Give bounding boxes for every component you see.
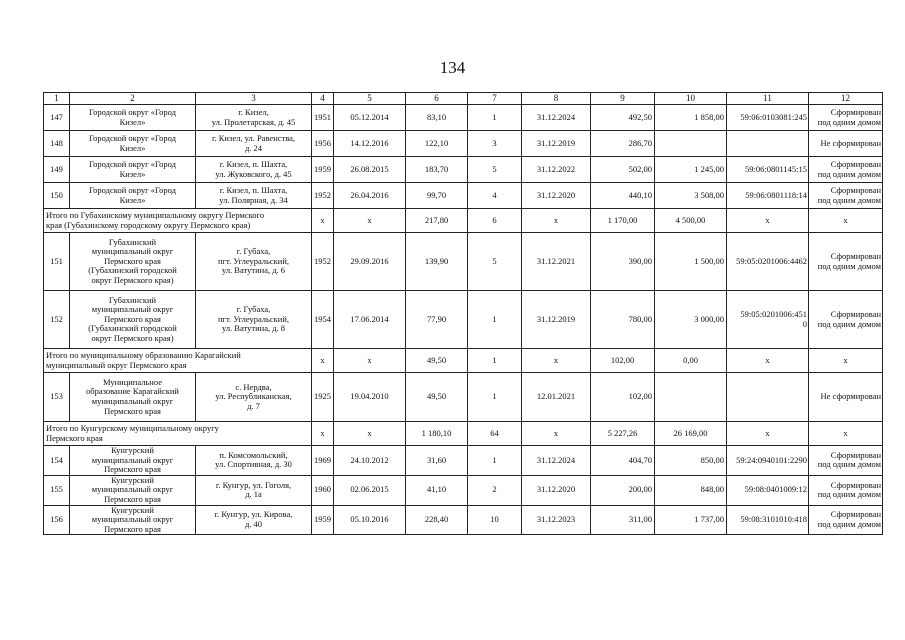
col9-cell: 404,70 xyxy=(591,446,655,476)
area-cell: 77,90 xyxy=(406,291,468,349)
date-cell: 02.06.2015 xyxy=(334,475,406,505)
municipality-cell: Городской округ «Город Кизел» xyxy=(70,157,196,183)
status-cell: Сформирован под одним домом xyxy=(809,105,883,131)
deadline-cell: 31.12.2024 xyxy=(522,105,591,131)
date-cell: 05.12.2014 xyxy=(334,105,406,131)
total-cell: х xyxy=(312,209,334,233)
table-row xyxy=(44,373,883,422)
col9-cell: 200,00 xyxy=(591,475,655,505)
status-cell: Не сформирован xyxy=(809,373,883,422)
total-cell: х xyxy=(522,422,591,446)
col9-cell: 390,00 xyxy=(591,233,655,291)
count-cell: 5 xyxy=(468,157,522,183)
total-cell: х xyxy=(334,349,406,373)
date-cell: 26.08.2015 xyxy=(334,157,406,183)
table-row xyxy=(44,183,883,209)
status-cell: Сформирован под одним домом xyxy=(809,183,883,209)
year-cell: 1925 xyxy=(312,373,334,422)
table-row xyxy=(44,446,883,476)
address-cell: г. Кизел, ул. Равенства, д. 24 xyxy=(196,131,312,157)
deadline-cell: 31.12.2019 xyxy=(522,131,591,157)
col10-cell: 3 000,00 xyxy=(655,291,727,349)
year-cell: 1952 xyxy=(312,233,334,291)
cadastral-cell: 59:05:0201006:451 0 xyxy=(727,291,809,349)
cadastral-cell: 59:06:0801145:15 xyxy=(727,157,809,183)
date-cell: 05.10.2016 xyxy=(334,505,406,535)
column-header: 8 xyxy=(522,93,591,105)
total-label: Итого по Кунгурскому муниципальному округу Пермского края xyxy=(44,422,312,446)
column-header: 6 xyxy=(406,93,468,105)
column-header: 3 xyxy=(196,93,312,105)
year-cell: 1956 xyxy=(312,131,334,157)
address-cell: г. Кизел, п. Шахта, ул. Полярная, д. 34 xyxy=(196,183,312,209)
total-row xyxy=(44,349,883,373)
deadline-cell: 12.01.2021 xyxy=(522,373,591,422)
cadastral-cell: 59:06:0801118:14 xyxy=(727,183,809,209)
total-cell: х xyxy=(809,209,883,233)
column-header: 2 xyxy=(70,93,196,105)
total-label: Итого по Губахинскому муниципальному округу Пермского края (Губахинскому городскому округу Пермского края) xyxy=(44,209,312,233)
column-header: 5 xyxy=(334,93,406,105)
col10-cell: 1 737,00 xyxy=(655,505,727,535)
col9-cell: 102,00 xyxy=(591,373,655,422)
count-cell: 1 xyxy=(468,105,522,131)
total-row xyxy=(44,209,883,233)
table-row xyxy=(44,157,883,183)
column-header: 11 xyxy=(727,93,809,105)
count-cell: 4 xyxy=(468,183,522,209)
date-cell: 14.12.2016 xyxy=(334,131,406,157)
total-count: 64 xyxy=(468,422,522,446)
column-header: 1 xyxy=(44,93,70,105)
municipality-cell: Городской округ «Город Кизел» xyxy=(70,105,196,131)
col9-cell: 311,00 xyxy=(591,505,655,535)
status-cell: Сформирован под одним домом xyxy=(809,233,883,291)
date-cell: 29.09.2016 xyxy=(334,233,406,291)
row-number: 150 xyxy=(44,183,70,209)
area-cell: 41,10 xyxy=(406,475,468,505)
total-count: 6 xyxy=(468,209,522,233)
count-cell: 10 xyxy=(468,505,522,535)
col10-cell xyxy=(655,131,727,157)
total-col10: 0,00 xyxy=(655,349,727,373)
count-cell: 2 xyxy=(468,475,522,505)
status-cell: Сформирован под одним домом xyxy=(809,446,883,476)
municipality-cell: Городской округ «Город Кизел» xyxy=(70,131,196,157)
col10-cell xyxy=(655,373,727,422)
total-cell: х xyxy=(312,349,334,373)
total-area: 49,50 xyxy=(406,349,468,373)
date-cell: 17.06.2014 xyxy=(334,291,406,349)
cadastral-cell xyxy=(727,131,809,157)
table-row xyxy=(44,233,883,291)
cadastral-cell: 59:24:0940101:2290 xyxy=(727,446,809,476)
status-cell: Сформирован под одним домом xyxy=(809,475,883,505)
address-cell: п. Комсомольский, ул. Спортивная, д. 30 xyxy=(196,446,312,476)
count-cell: 1 xyxy=(468,291,522,349)
total-cell: х xyxy=(727,209,809,233)
municipality-cell: Губахинский муниципальный округ Пермского края (Губахинский городской округ Пермского края) xyxy=(70,291,196,349)
year-cell: 1969 xyxy=(312,446,334,476)
total-cell: х xyxy=(727,349,809,373)
housing-table xyxy=(43,92,883,535)
cadastral-cell: 59:05:0201006:4462 xyxy=(727,233,809,291)
municipality-cell: Губахинский муниципальный округ Пермского края (Губахинский городской округ Пермского края) xyxy=(70,233,196,291)
cadastral-cell xyxy=(727,373,809,422)
total-count: 1 xyxy=(468,349,522,373)
area-cell: 139,90 xyxy=(406,233,468,291)
col10-cell: 850,00 xyxy=(655,446,727,476)
total-cell: х xyxy=(522,209,591,233)
row-number: 155 xyxy=(44,475,70,505)
table-row xyxy=(44,105,883,131)
total-row xyxy=(44,422,883,446)
total-col9: 5 227,26 xyxy=(591,422,655,446)
municipality-cell: Муниципальное образование Карагайский муниципальный округ Пермского края xyxy=(70,373,196,422)
deadline-cell: 31.12.2022 xyxy=(522,157,591,183)
address-cell: г. Кунгур, ул. Кирова, д. 40 xyxy=(196,505,312,535)
col9-cell: 502,00 xyxy=(591,157,655,183)
column-header: 7 xyxy=(468,93,522,105)
cadastral-cell: 59:08:0401009:12 xyxy=(727,475,809,505)
area-cell: 228,40 xyxy=(406,505,468,535)
total-cell: х xyxy=(809,349,883,373)
table-row xyxy=(44,505,883,535)
total-cell: х xyxy=(809,422,883,446)
status-cell: Не сформирован xyxy=(809,131,883,157)
address-cell: г. Кунгур, ул. Гоголя, д. 1а xyxy=(196,475,312,505)
address-cell: с. Нердва, ул. Республиканская, д. 7 xyxy=(196,373,312,422)
column-header: 9 xyxy=(591,93,655,105)
col9-cell: 492,50 xyxy=(591,105,655,131)
table-row xyxy=(44,291,883,349)
municipality-cell: Городской округ «Город Кизел» xyxy=(70,183,196,209)
col10-cell: 1 500,00 xyxy=(655,233,727,291)
col9-cell: 286,70 xyxy=(591,131,655,157)
year-cell: 1959 xyxy=(312,157,334,183)
date-cell: 24.10.2012 xyxy=(334,446,406,476)
col10-cell: 1 858,00 xyxy=(655,105,727,131)
status-cell: Сформирован под одним домом xyxy=(809,505,883,535)
row-number: 149 xyxy=(44,157,70,183)
year-cell: 1959 xyxy=(312,505,334,535)
year-cell: 1954 xyxy=(312,291,334,349)
year-cell: 1951 xyxy=(312,105,334,131)
row-number: 156 xyxy=(44,505,70,535)
area-cell: 49,50 xyxy=(406,373,468,422)
area-cell: 31,60 xyxy=(406,446,468,476)
count-cell: 5 xyxy=(468,233,522,291)
deadline-cell: 31.12.2023 xyxy=(522,505,591,535)
deadline-cell: 31.12.2024 xyxy=(522,446,591,476)
table-row xyxy=(44,475,883,505)
row-number: 147 xyxy=(44,105,70,131)
col9-cell: 780,00 xyxy=(591,291,655,349)
area-cell: 83,10 xyxy=(406,105,468,131)
area-cell: 99,70 xyxy=(406,183,468,209)
cadastral-cell: 59:06:0103081:245 xyxy=(727,105,809,131)
address-cell: г. Кизел, п. Шахта, ул. Жуковского, д. 45 xyxy=(196,157,312,183)
count-cell: 3 xyxy=(468,131,522,157)
address-cell: г. Губаха, пгт. Углеуральский, ул. Ватутина, д. 8 xyxy=(196,291,312,349)
date-cell: 26.04.2016 xyxy=(334,183,406,209)
row-number: 154 xyxy=(44,446,70,476)
total-cell: х xyxy=(334,209,406,233)
municipality-cell: Кунгурский муниципальный округ Пермского края xyxy=(70,446,196,476)
address-cell: г. Кизел, ул. Пролетарская, д. 45 xyxy=(196,105,312,131)
row-number: 152 xyxy=(44,291,70,349)
col10-cell: 3 508,00 xyxy=(655,183,727,209)
deadline-cell: 31.12.2020 xyxy=(522,475,591,505)
municipality-cell: Кунгурский муниципальный округ Пермского края xyxy=(70,505,196,535)
status-cell: Сформирован под одним домом xyxy=(809,291,883,349)
deadline-cell: 31.12.2021 xyxy=(522,233,591,291)
total-cell: х xyxy=(312,422,334,446)
row-number: 148 xyxy=(44,131,70,157)
count-cell: 1 xyxy=(468,373,522,422)
total-area: 217,80 xyxy=(406,209,468,233)
count-cell: 1 xyxy=(468,446,522,476)
total-cell: х xyxy=(334,422,406,446)
col9-cell: 440,10 xyxy=(591,183,655,209)
total-col10: 26 169,00 xyxy=(655,422,727,446)
total-area: 1 180,10 xyxy=(406,422,468,446)
total-col9: 102,00 xyxy=(591,349,655,373)
total-col10: 4 500,00 xyxy=(655,209,727,233)
area-cell: 122,10 xyxy=(406,131,468,157)
address-cell: г. Губаха, пгт. Углеуральский, ул. Ватутина, д. 6 xyxy=(196,233,312,291)
col10-cell: 1 245,00 xyxy=(655,157,727,183)
total-cell: х xyxy=(727,422,809,446)
area-cell: 183,70 xyxy=(406,157,468,183)
date-cell: 19.04.2010 xyxy=(334,373,406,422)
column-header: 4 xyxy=(312,93,334,105)
status-cell: Сформирован под одним домом xyxy=(809,157,883,183)
page-number: 134 xyxy=(439,58,466,77)
header-row xyxy=(44,93,883,105)
deadline-cell: 31.12.2019 xyxy=(522,291,591,349)
col10-cell: 848,00 xyxy=(655,475,727,505)
year-cell: 1960 xyxy=(312,475,334,505)
year-cell: 1952 xyxy=(312,183,334,209)
column-header: 12 xyxy=(809,93,883,105)
deadline-cell: 31.12.2020 xyxy=(522,183,591,209)
total-col9: 1 170,00 xyxy=(591,209,655,233)
total-label: Итого по муниципальному образованию Карагайский муниципальный округ Пермского края xyxy=(44,349,312,373)
total-cell: х xyxy=(522,349,591,373)
row-number: 151 xyxy=(44,233,70,291)
municipality-cell: Кунгурский муниципальный округ Пермского края xyxy=(70,475,196,505)
table-row xyxy=(44,131,883,157)
cadastral-cell: 59:08:3101010:418 xyxy=(727,505,809,535)
column-header: 10 xyxy=(655,93,727,105)
row-number: 153 xyxy=(44,373,70,422)
